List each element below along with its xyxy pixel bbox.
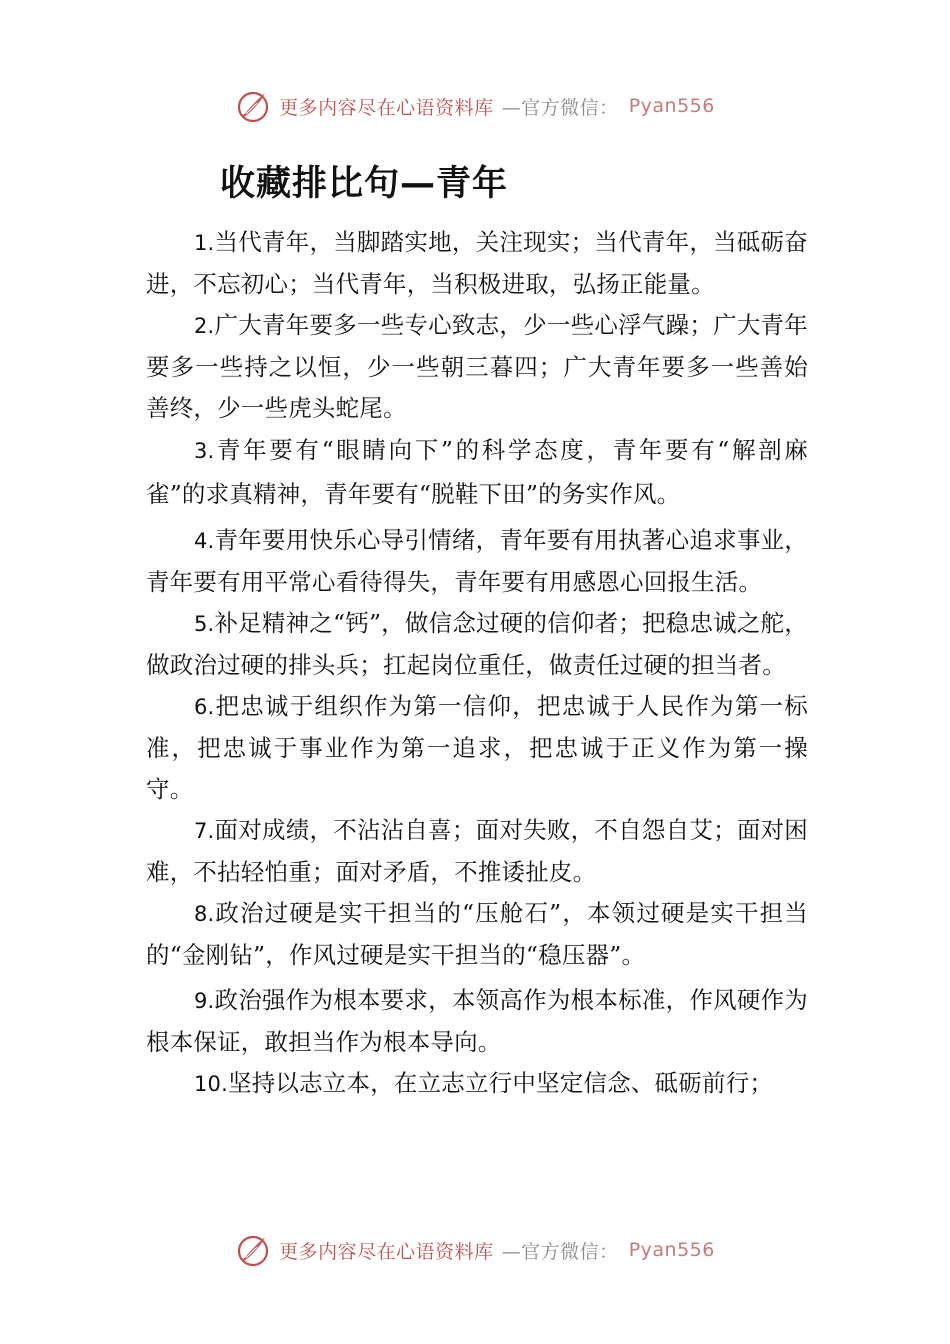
quill-seal-icon	[235, 88, 271, 124]
paragraph	[146, 893, 808, 976]
paragraph-text: 青年要用快乐心导引情绪，青年要有用执著心追求事业，青年要有用平常心看待得失，青年要有用感恩心回报生活。	[146, 526, 808, 596]
document-title: 收藏排比句—青年	[220, 164, 509, 204]
footer-banner	[0, 1232, 950, 1268]
paragraph-number: 7.	[194, 819, 215, 843]
paragraph-text: 补足精神之“钙”，做信念过硬的信仰者；把稳忠诚之舵，做政治过硬的排头兵；扛起岗位重任，做责任过硬的担当者。	[146, 609, 808, 679]
banner-wechat-id: Pyan556	[628, 95, 715, 117]
banner-wechat-id: Pyan556	[628, 1239, 715, 1261]
paragraph	[146, 810, 808, 893]
paragraph-number: 4.	[194, 529, 215, 553]
paragraph	[146, 1063, 808, 1105]
paragraph	[146, 222, 808, 305]
paragraph	[146, 305, 808, 429]
paragraph-number: 5.	[194, 612, 215, 636]
paragraph	[146, 520, 808, 603]
paragraph-text: 面对成绩，不沾沾自喜；面对失败，不自怨自艾；面对困难，不拈轻怕重；面对矛盾，不推诿扯皮。	[146, 816, 808, 886]
paragraph	[146, 980, 808, 1063]
document-body	[146, 222, 808, 1105]
paragraph-text: 当代青年，当脚踏实地，关注现实；当代青年，当砥砺奋进，不忘初心；当代青年，当积极进取，弘扬正能量。	[146, 228, 808, 298]
paragraph-number: 6.	[194, 695, 215, 719]
paragraph-text: 坚持以志立本，在立志立行中坚定信念、砥砺前行；	[228, 1069, 774, 1097]
paragraph-text: 广大青年要多一些专心致志，少一些心浮气躁；广大青年要多一些持之以恒，少一些朝三暮四；广大青年要多一些善始善终，少一些虎头蛇尾。	[146, 311, 808, 422]
paragraph-number: 2.	[194, 314, 215, 338]
header-banner	[0, 88, 950, 124]
paragraph-text: 政治强作为根本要求，本领高作为根本标准，作风硬作为根本保证，敢担当作为根本导向。	[146, 986, 808, 1056]
paragraph-text: 青年要有“眼睛向下”的科学态度，青年要有“解剖麻雀”的求真精神，青年要有“脱鞋下田”的务实作风。	[146, 436, 808, 508]
banner-text: 更多内容尽在心语资料库	[279, 96, 494, 119]
paragraph-number: 10.	[194, 1072, 228, 1096]
paragraph	[146, 603, 808, 686]
paragraph-number: 8.	[194, 902, 215, 926]
paragraph	[146, 686, 808, 810]
banner-text: 更多内容尽在心语资料库	[279, 1240, 494, 1263]
paragraph-number: 1.	[194, 231, 215, 255]
paragraph-number: 9.	[194, 989, 215, 1013]
quill-seal-icon	[235, 1232, 271, 1268]
banner-separator: —官方微信：	[501, 1240, 619, 1263]
paragraph-text: 把忠诚于组织作为第一信仰，把忠诚于人民作为第一标准，把忠诚于事业作为第一追求，把忠诚于正义作为第一操守。	[146, 692, 808, 803]
paragraph	[146, 429, 808, 516]
paragraph-text: 政治过硬是实干担当的“压舱石”，本领过硬是实干担当的“金刚钻”，作风过硬是实干担当的“稳压器”。	[146, 899, 808, 969]
paragraph-number: 3.	[194, 439, 215, 463]
banner-separator: —官方微信：	[501, 96, 619, 119]
